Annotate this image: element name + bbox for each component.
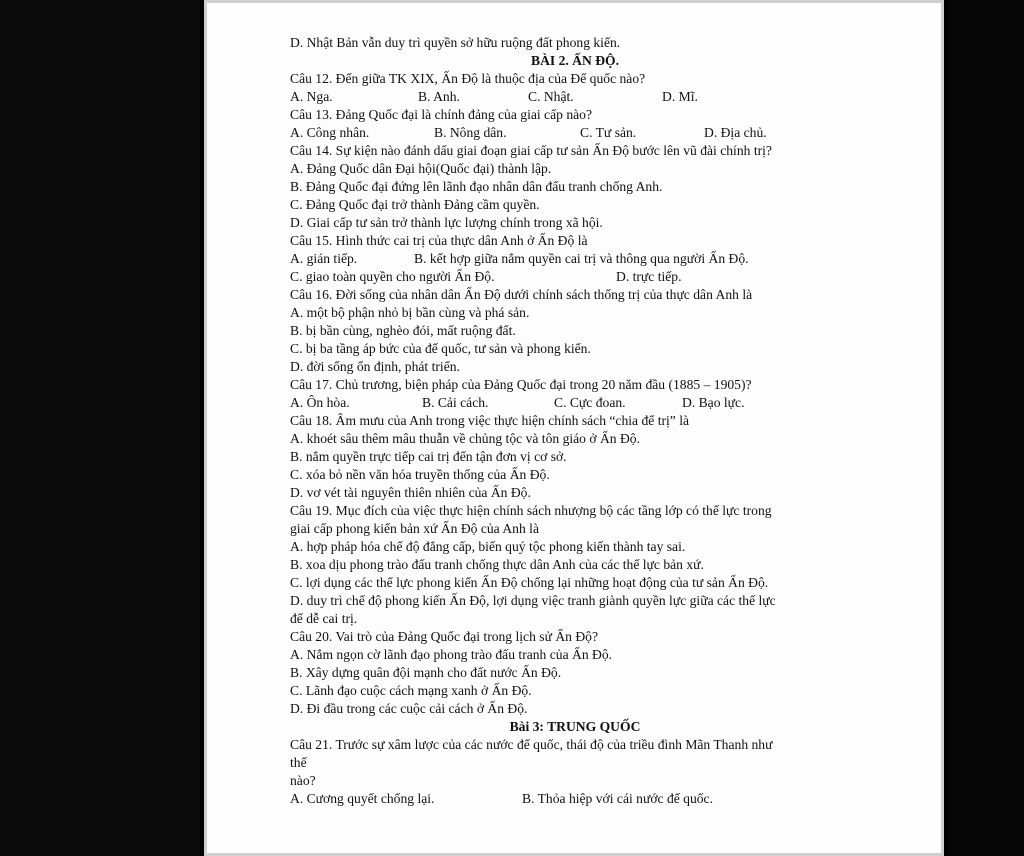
text-line: A. Nắm ngọn cờ lãnh đạo phong trào đấu tranh của Ấn Độ. (290, 647, 613, 662)
text-line: Câu 13. Đảng Quốc đại là chính đảng của giai cấp nào? (290, 107, 592, 122)
answer-options-row (290, 88, 860, 106)
answer-option: A. Công nhân. (290, 125, 370, 140)
document-content (290, 34, 860, 808)
answer-options-row (290, 124, 860, 142)
text-line: A. hợp pháp hóa chế độ đẳng cấp, biến quý tộc phong kiến thành tay sai. (290, 539, 686, 554)
answer-option: D. trực tiếp. (616, 269, 682, 284)
answer-option: A. gián tiếp. (290, 251, 358, 266)
answer-options-row (290, 250, 860, 268)
right-background (948, 0, 1024, 856)
answer-option: B. Nông dân. (434, 125, 507, 140)
text-line: Câu 20. Vai trò của Đảng Quốc đại trong lịch sử Ấn Độ? (290, 629, 599, 644)
text-line: Câu 21. Trước sự xâm lược của các nước đế quốc, thái độ của triều đình Mãn Thanh như (290, 737, 773, 752)
text-line: D. duy trì chế độ phong kiến Ấn Độ, lợi dụng việc tranh giành quyền lực giữa các thế lực (290, 593, 776, 608)
answer-options-row (290, 268, 860, 286)
text-line: C. xóa bỏ nền văn hóa truyền thống của Ấn Độ. (290, 467, 550, 482)
answer-option: A. Nga. (290, 89, 333, 104)
text-line: C. Lãnh đạo cuộc cách mạng xanh ở Ấn Độ. (290, 683, 532, 698)
text-line: Câu 16. Đời sống của nhân dân Ấn Độ dưới chính sách thống trị của thực dân Anh là (290, 287, 753, 302)
answer-options-row (290, 790, 860, 808)
answer-option: A. Cương quyết chống lại. (290, 791, 435, 806)
text-line: D. vơ vét tài nguyên thiên nhiên của Ấn Độ. (290, 485, 531, 500)
text-line: C. lợi dụng các thế lực phong kiến Ấn Độ chống lại những hoạt động của tư sản Ấn Độ. (290, 575, 769, 590)
answer-option: C. Nhật. (528, 89, 574, 104)
text-line: C. Đảng Quốc đại trở thành Đảng cầm quyền. (290, 197, 540, 212)
answer-option: C. Tư sản. (580, 125, 637, 140)
text-line: A. khoét sâu thêm mâu thuẫn về chủng tộc và tôn giáo ở Ấn Độ. (290, 431, 640, 446)
answer-option: A. Ôn hòa. (290, 395, 350, 410)
text-line: Câu 14. Sự kiện nào đánh dấu giai đoạn giai cấp tư sản Ấn Độ bước lên vũ đài chính trị? (290, 143, 772, 158)
answer-option: B. Thỏa hiệp với cái nước đế quốc. (522, 791, 713, 806)
answer-option: D. Địa chủ. (704, 125, 767, 140)
text-line: thế (290, 755, 307, 770)
text-line: B. xoa dịu phong trào đấu tranh chống thực dân Anh của các thế lực bản xứ. (290, 557, 704, 572)
answer-option: B. Anh. (418, 89, 460, 104)
section-heading: BÀI 2. ẤN ĐỘ. (531, 53, 619, 68)
answer-options-row (290, 394, 860, 412)
text-line: B. Đảng Quốc đại đứng lên lãnh đạo nhân dân đấu tranh chống Anh. (290, 179, 663, 194)
text-line: B. bị bần cùng, nghèo đói, mất ruộng đất. (290, 323, 516, 338)
text-line: D. đời sống ổn định, phát triển. (290, 359, 460, 374)
text-line: Câu 19. Mục đích của việc thực hiện chính sách nhượng bộ các tầng lớp có thế lực trong (290, 503, 772, 518)
text-line: nào? (290, 773, 316, 788)
document-page (204, 0, 944, 856)
answer-option: C. Cực đoan. (554, 395, 626, 410)
text-line: D. Nhật Bản vẫn duy trì quyền sở hữu ruộng đất phong kiến. (290, 35, 621, 50)
left-background (0, 0, 200, 856)
text-line: D. Đi đầu trong các cuộc cải cách ở Ấn Độ. (290, 701, 528, 716)
text-line: B. nắm quyền trực tiếp cai trị đến tận đơn vị cơ sở. (290, 449, 567, 464)
answer-option: C. giao toàn quyền cho người Ấn Độ. (290, 269, 495, 284)
text-line: Câu 15. Hình thức cai trị của thực dân Anh ở Ấn Độ là (290, 233, 588, 248)
text-line: A. một bộ phận nhỏ bị bần cùng và phá sản. (290, 305, 530, 320)
text-line: Câu 12. Đến giữa TK XIX, Ấn Độ là thuộc địa của Đế quốc nào? (290, 71, 646, 86)
answer-option: D. Mĩ. (662, 89, 698, 104)
text-line: Câu 18. Âm mưu của Anh trong việc thực hiện chính sách “chia để trị” là (290, 413, 690, 428)
text-line: C. bị ba tầng áp bức của đế quốc, tư sản và phong kiến. (290, 341, 591, 356)
answer-option: D. Bạo lực. (682, 395, 745, 410)
section-heading: Bài 3: TRUNG QUỐC (509, 719, 641, 734)
text-line: Câu 17. Chủ trương, biện pháp của Đảng Quốc đại trong 20 năm đầu (1885 – 1905)? (290, 377, 752, 392)
answer-option: B. kết hợp giữa nắm quyền cai trị và thông qua người Ấn Độ. (414, 251, 749, 266)
text-line: A. Đảng Quốc dân Đại hội(Quốc đại) thành lập. (290, 161, 552, 176)
text-line: B. Xây dựng quân đội mạnh cho đất nước Ấn Độ. (290, 665, 562, 680)
text-line: D. Giai cấp tư sản trở thành lực lượng chính trong xã hội. (290, 215, 603, 230)
text-line: để dễ cai trị. (290, 611, 358, 626)
text-line: giai cấp phong kiến bản xứ Ấn Độ của Anh là (290, 521, 539, 536)
answer-option: B. Cải cách. (422, 395, 489, 410)
